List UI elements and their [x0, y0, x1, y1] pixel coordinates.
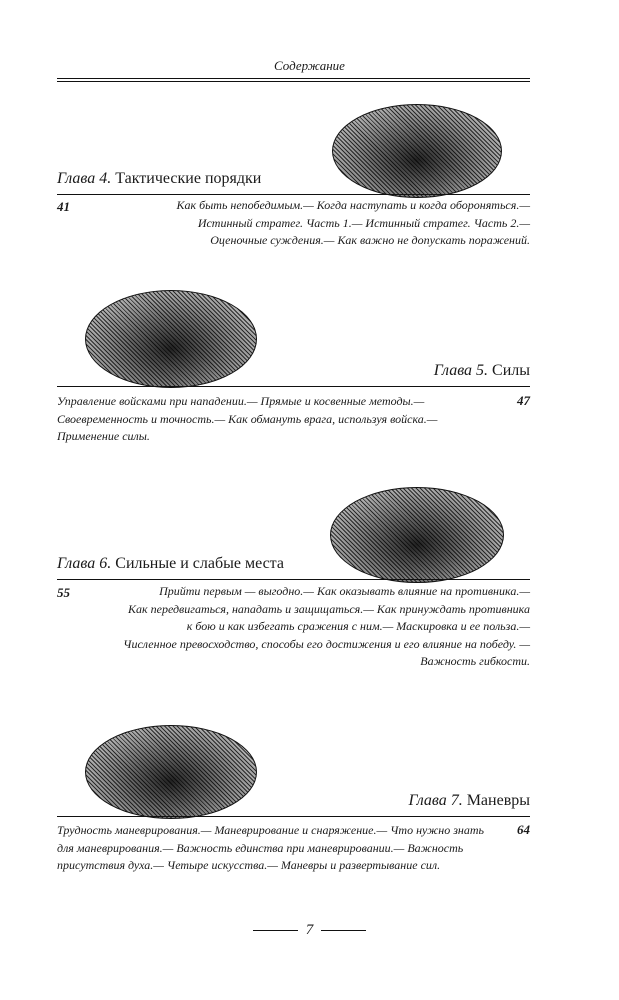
chapter-6-illustration: [330, 487, 504, 583]
page-footer: [0, 922, 619, 939]
chapter-rule: [57, 816, 530, 817]
desc-line: Как передвигаться, нападать и защищаться.— Как принуждать противника: [128, 601, 530, 616]
desc-line: Истинный стратег. Часть 1.— Истинный стратег. Часть 2.—: [197, 215, 530, 230]
chapter-4-illustration: [332, 104, 502, 198]
chapter-7-title: [408, 792, 530, 810]
chapter-7-illustration: [85, 725, 257, 819]
chapter-4-title: [57, 170, 261, 188]
desc-line: Как быть непобедимым.— Когда наступать и когда обороняться.—: [176, 198, 530, 212]
chapter-label: Глава 7.: [408, 792, 463, 809]
desc-line: Своевременность и точность.— Как обмануть врага, используя войска.—: [57, 411, 438, 426]
ornament-right: [321, 930, 366, 931]
desc-line: Применение силы.: [57, 429, 150, 443]
desc-line: для маневрирования.— Важность единства при маневрировании.— Важность: [57, 840, 464, 855]
chapter-5-title: [434, 362, 530, 380]
chapter-5-illustration: [85, 290, 257, 388]
chapter-rule: [57, 194, 530, 195]
desc-line: Численное превосходство, способы его достижения и его влияние на победу. —: [123, 636, 530, 651]
chapter-rule: [57, 579, 530, 580]
chapter-5-page: 47: [517, 393, 530, 408]
chapter-name: Маневры: [466, 792, 530, 809]
desc-line: Оценочные суждения.— Как важно не допускать поражений.: [210, 233, 530, 247]
chapter-label: Глава 4.: [57, 170, 112, 187]
chapter-4-description: [177, 197, 530, 250]
chapter-4-page: 41: [57, 199, 70, 214]
desc-line: присутствия духа.— Четыре искусства.— Маневры и развертывание сил.: [57, 858, 441, 872]
chapter-name: Силы: [492, 362, 530, 379]
desc-line: к бою и как избегать сражения с ним.— Маскировка и ее польза.—: [186, 619, 530, 633]
chapter-label: Глава 5.: [433, 362, 489, 379]
ornament-left: [253, 930, 298, 931]
chapter-7-page: 64: [517, 822, 530, 837]
desc-line: Прийти первым — выгодно.— Как оказывать влияние на противника.—: [159, 584, 530, 598]
chapter-5-description: [57, 393, 437, 446]
header-rule: [57, 78, 530, 82]
chapter-6-description: [123, 583, 530, 671]
chapter-rule: [57, 386, 530, 387]
chapter-7-description: [57, 822, 484, 875]
chapter-name: Сильные и слабые места: [115, 555, 284, 572]
page-number: 7: [305, 922, 314, 938]
desc-line: Трудность маневрирования.— Маневрирование и снаряжение.— Что нужно знать: [57, 823, 484, 837]
desc-line: Управление войсками при нападении.— Прямые и косвенные методы.—: [57, 394, 425, 408]
chapter-6-title: [57, 555, 284, 573]
chapter-6-page: 55: [57, 585, 70, 600]
desc-line: Важность гибкости.: [420, 654, 530, 668]
chapter-label: Глава 6.: [57, 555, 112, 572]
running-header: Содержание: [274, 58, 345, 73]
chapter-name: Тактические порядки: [115, 170, 262, 187]
